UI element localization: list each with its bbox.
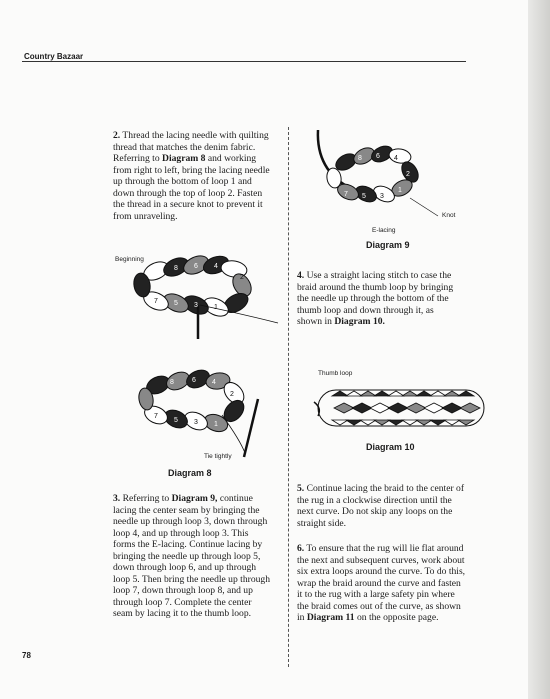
- loop-number: 8: [174, 265, 178, 272]
- loop-number: 6: [192, 377, 196, 384]
- step-6-diagram-ref: Diagram 11: [306, 612, 355, 623]
- loop-number: 7: [154, 298, 158, 305]
- loop-number: 8: [170, 379, 174, 386]
- diagram-8-bottom-braid: [140, 365, 290, 460]
- step-5-number: 5.: [297, 483, 305, 494]
- label-thumb-loop: Thumb loop: [318, 370, 353, 377]
- loop-number: 7: [154, 413, 158, 420]
- step-6-number: 6.: [297, 543, 305, 554]
- step-6-paragraph: 6. To ensure that the rug will lie flat around the next and subsequent curves, work about six extra loops around the curve. To do this, wrap the braid around the curve and fasten it to the rug with a large safety pin where the braid comes out of the curve, as shown in Diagram 11 on the opposite page.: [297, 543, 466, 623]
- step-3-number: 3.: [113, 493, 121, 504]
- diagram-10-caption: Diagram 10: [366, 442, 415, 452]
- loop-number: 5: [174, 417, 178, 424]
- loop-number: 5: [174, 300, 178, 307]
- page-edge-shadow: [528, 0, 550, 699]
- label-tie-tightly: Tie tightly: [204, 453, 232, 460]
- braid-segments-top: [332, 391, 474, 396]
- loop-number: 3: [194, 419, 198, 426]
- step-3-diagram-ref: Diagram 9,: [171, 493, 218, 504]
- diagram-8-top-braid: [128, 243, 298, 338]
- running-header: Country Bazaar: [24, 52, 84, 61]
- loop-number: 4: [214, 263, 218, 270]
- loop-number: 4: [394, 155, 398, 162]
- loop-number: 1: [214, 421, 218, 428]
- braid-segments-bottom: [332, 420, 474, 425]
- page-number: 78: [22, 651, 31, 660]
- braid-segments-middle: [334, 403, 480, 413]
- diagram-8-caption: Diagram 8: [168, 468, 212, 478]
- loop-number: 6: [194, 263, 198, 270]
- header-rule: [22, 61, 466, 62]
- step-3-paragraph: 3. Referring to Diagram 9, continue lacing the center seam by bringing the needle up through loop 3, down through loop 4, and up through loop 3. This forms the E-lacing. Continue lacing by bringing the needle up through loop 5, down through loop 6, and up through loop 5. Then bring the needle up through loop 7, down through loop 8, and up through loop 7. Complete the center seam by lacing it to the thumb loop.: [113, 493, 271, 619]
- loop-number: 2: [406, 171, 410, 178]
- loop-number: 1: [214, 304, 218, 311]
- loop-number: 2: [230, 391, 234, 398]
- step-5-paragraph: 5. Continue lacing the braid to the center of the rug in a clockwise direction until the next curve. Do not skip any loops on the straight side.: [297, 483, 465, 529]
- diagram-9-caption: Diagram 9: [366, 240, 410, 250]
- loop-number: 2: [240, 274, 244, 281]
- loop-number: 1: [398, 187, 402, 194]
- loop-number: 3: [380, 193, 384, 200]
- label-e-lacing: E-lacing: [372, 227, 396, 234]
- label-knot: Knot: [442, 212, 456, 219]
- loop-number: 5: [362, 193, 366, 200]
- loop-number: 3: [194, 302, 198, 309]
- loop-number: 7: [344, 191, 348, 198]
- label-beginning: Beginning: [115, 256, 144, 263]
- step-2-number: 2.: [113, 130, 121, 141]
- diagram-9-braid: [310, 130, 440, 230]
- step-2-diagram-ref: Diagram 8: [162, 153, 206, 164]
- step-4-number: 4.: [297, 270, 305, 281]
- loop-number: 6: [376, 153, 380, 160]
- step-4-paragraph: 4. Use a straight lacing stitch to case the braid around the thumb loop by bringing the needle up through the bottom of the thumb loop and down through it, as shown in Diagram 10.: [297, 270, 454, 327]
- diagram-10-braid: [312, 384, 492, 434]
- step-2-paragraph: 2. Thread the lacing needle with quilting thread that matches the denim fabric. Referring to Diagram 8 and working from right to left, bring the lacing needle up through the bottom of loop 1 and down through the top of loop 2. Fasten the thread in a secure knot to prevent it from unraveling.: [113, 130, 270, 222]
- loop-number: 8: [358, 155, 362, 162]
- loop-number: 4: [212, 379, 216, 386]
- step-4-diagram-ref: Diagram 10.: [334, 316, 385, 327]
